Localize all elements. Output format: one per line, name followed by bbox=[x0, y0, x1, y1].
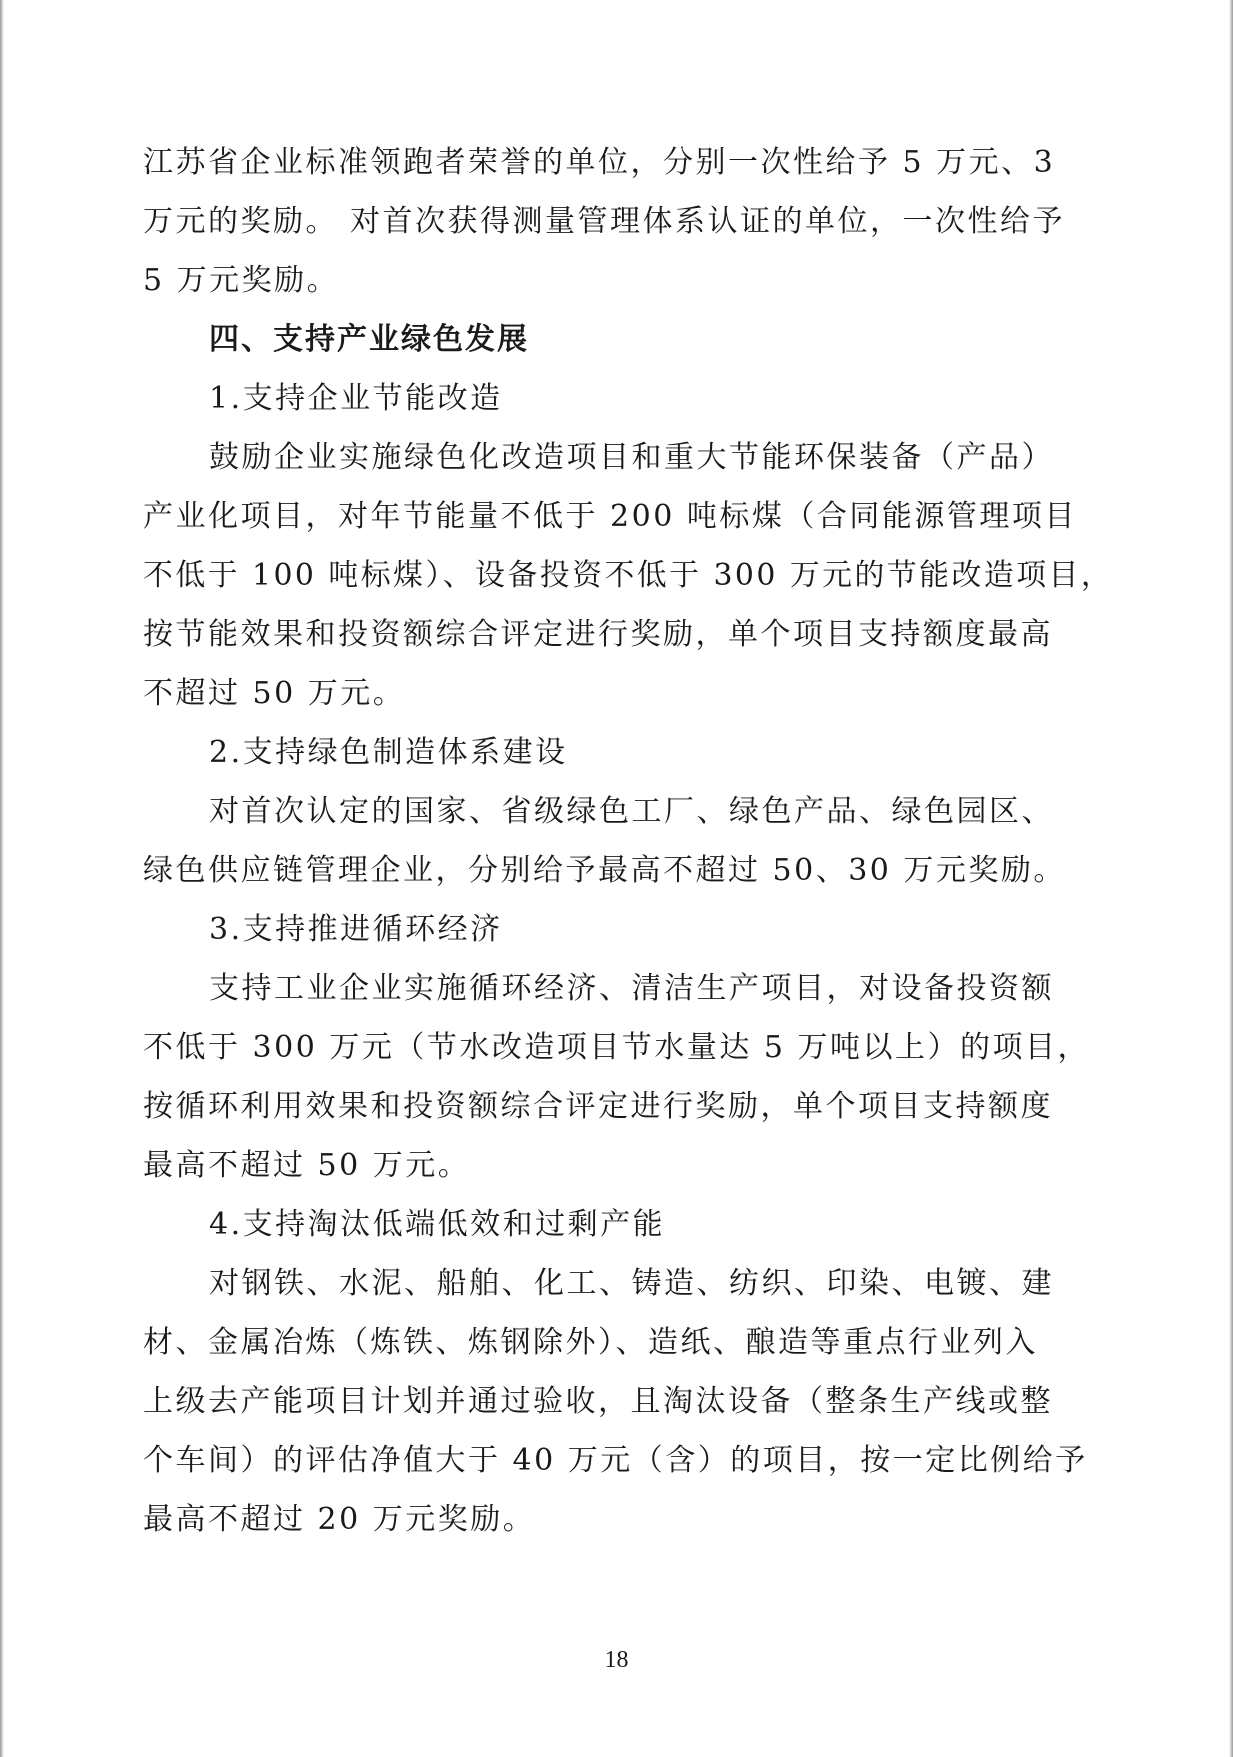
paragraph-line: 个车间）的评估净值大于 40 万元（含）的项目，按一定比例给予 bbox=[143, 1443, 1088, 1478]
paragraph-line: 江苏省企业标准领跑者荣誉的单位，分别一次性给予 5 万元、3 bbox=[143, 145, 1056, 180]
paragraph-line: 5 万元奖励。 bbox=[143, 263, 340, 298]
paragraph-line: 按节能效果和投资额综合评定进行奖励，单个项目支持额度最高 bbox=[143, 617, 1053, 652]
paragraph-line: 产业化项目，对年节能量不低于 200 吨标煤（合同能源管理项目 bbox=[143, 499, 1077, 534]
paragraph-line: 最高不超过 50 万元。 bbox=[143, 1148, 471, 1183]
subsection-heading: 2.支持绿色制造体系建设 bbox=[209, 735, 568, 770]
paragraph-line: 鼓励企业实施绿色化改造项目和重大节能环保装备（产品） bbox=[209, 440, 1054, 475]
page-number: 18 bbox=[604, 1647, 629, 1673]
paragraph-line: 支持工业企业实施循环经济、清洁生产项目，对设备投资额 bbox=[209, 971, 1054, 1006]
paragraph-line: 万元的奖励。 对首次获得测量管理体系认证的单位，一次性给予 bbox=[143, 204, 1066, 239]
subsection-heading: 3.支持推进循环经济 bbox=[209, 912, 503, 947]
paragraph-line: 对首次认定的国家、省级绿色工厂、绿色产品、绿色园区、 bbox=[209, 794, 1054, 829]
paragraph-line: 最高不超过 20 万元奖励。 bbox=[143, 1502, 536, 1537]
scan-edge-left bbox=[0, 0, 4, 1757]
subsection-heading: 4.支持淘汰低端低效和过剩产能 bbox=[209, 1207, 666, 1242]
paragraph-line: 材、金属冶炼（炼铁、炼钢除外）、造纸、酿造等重点行业列入 bbox=[143, 1325, 1038, 1360]
paragraph-line: 对钢铁、水泥、船舶、化工、铸造、纺织、印染、电镀、建 bbox=[209, 1266, 1054, 1301]
paragraph-line: 不低于 100 吨标煤）、设备投资不低于 300 万元的节能改造项目， bbox=[143, 558, 1114, 593]
paragraph-line: 绿色供应链管理企业，分别给予最高不超过 50、30 万元奖励。 bbox=[143, 853, 1066, 888]
paragraph-line: 上级去产能项目计划并通过验收，且淘汰设备（整条生产线或整 bbox=[143, 1384, 1053, 1419]
scan-edge-right bbox=[1229, 0, 1233, 1757]
section-heading: 四、支持产业绿色发展 bbox=[209, 322, 529, 357]
subsection-heading: 1.支持企业节能改造 bbox=[209, 381, 503, 416]
paragraph-line: 不低于 300 万元（节水改造项目节水量达 5 万吨以上）的项目， bbox=[143, 1030, 1090, 1065]
paragraph-line: 不超过 50 万元。 bbox=[143, 676, 406, 711]
paragraph-line: 按循环利用效果和投资额综合评定进行奖励，单个项目支持额度 bbox=[143, 1089, 1053, 1124]
